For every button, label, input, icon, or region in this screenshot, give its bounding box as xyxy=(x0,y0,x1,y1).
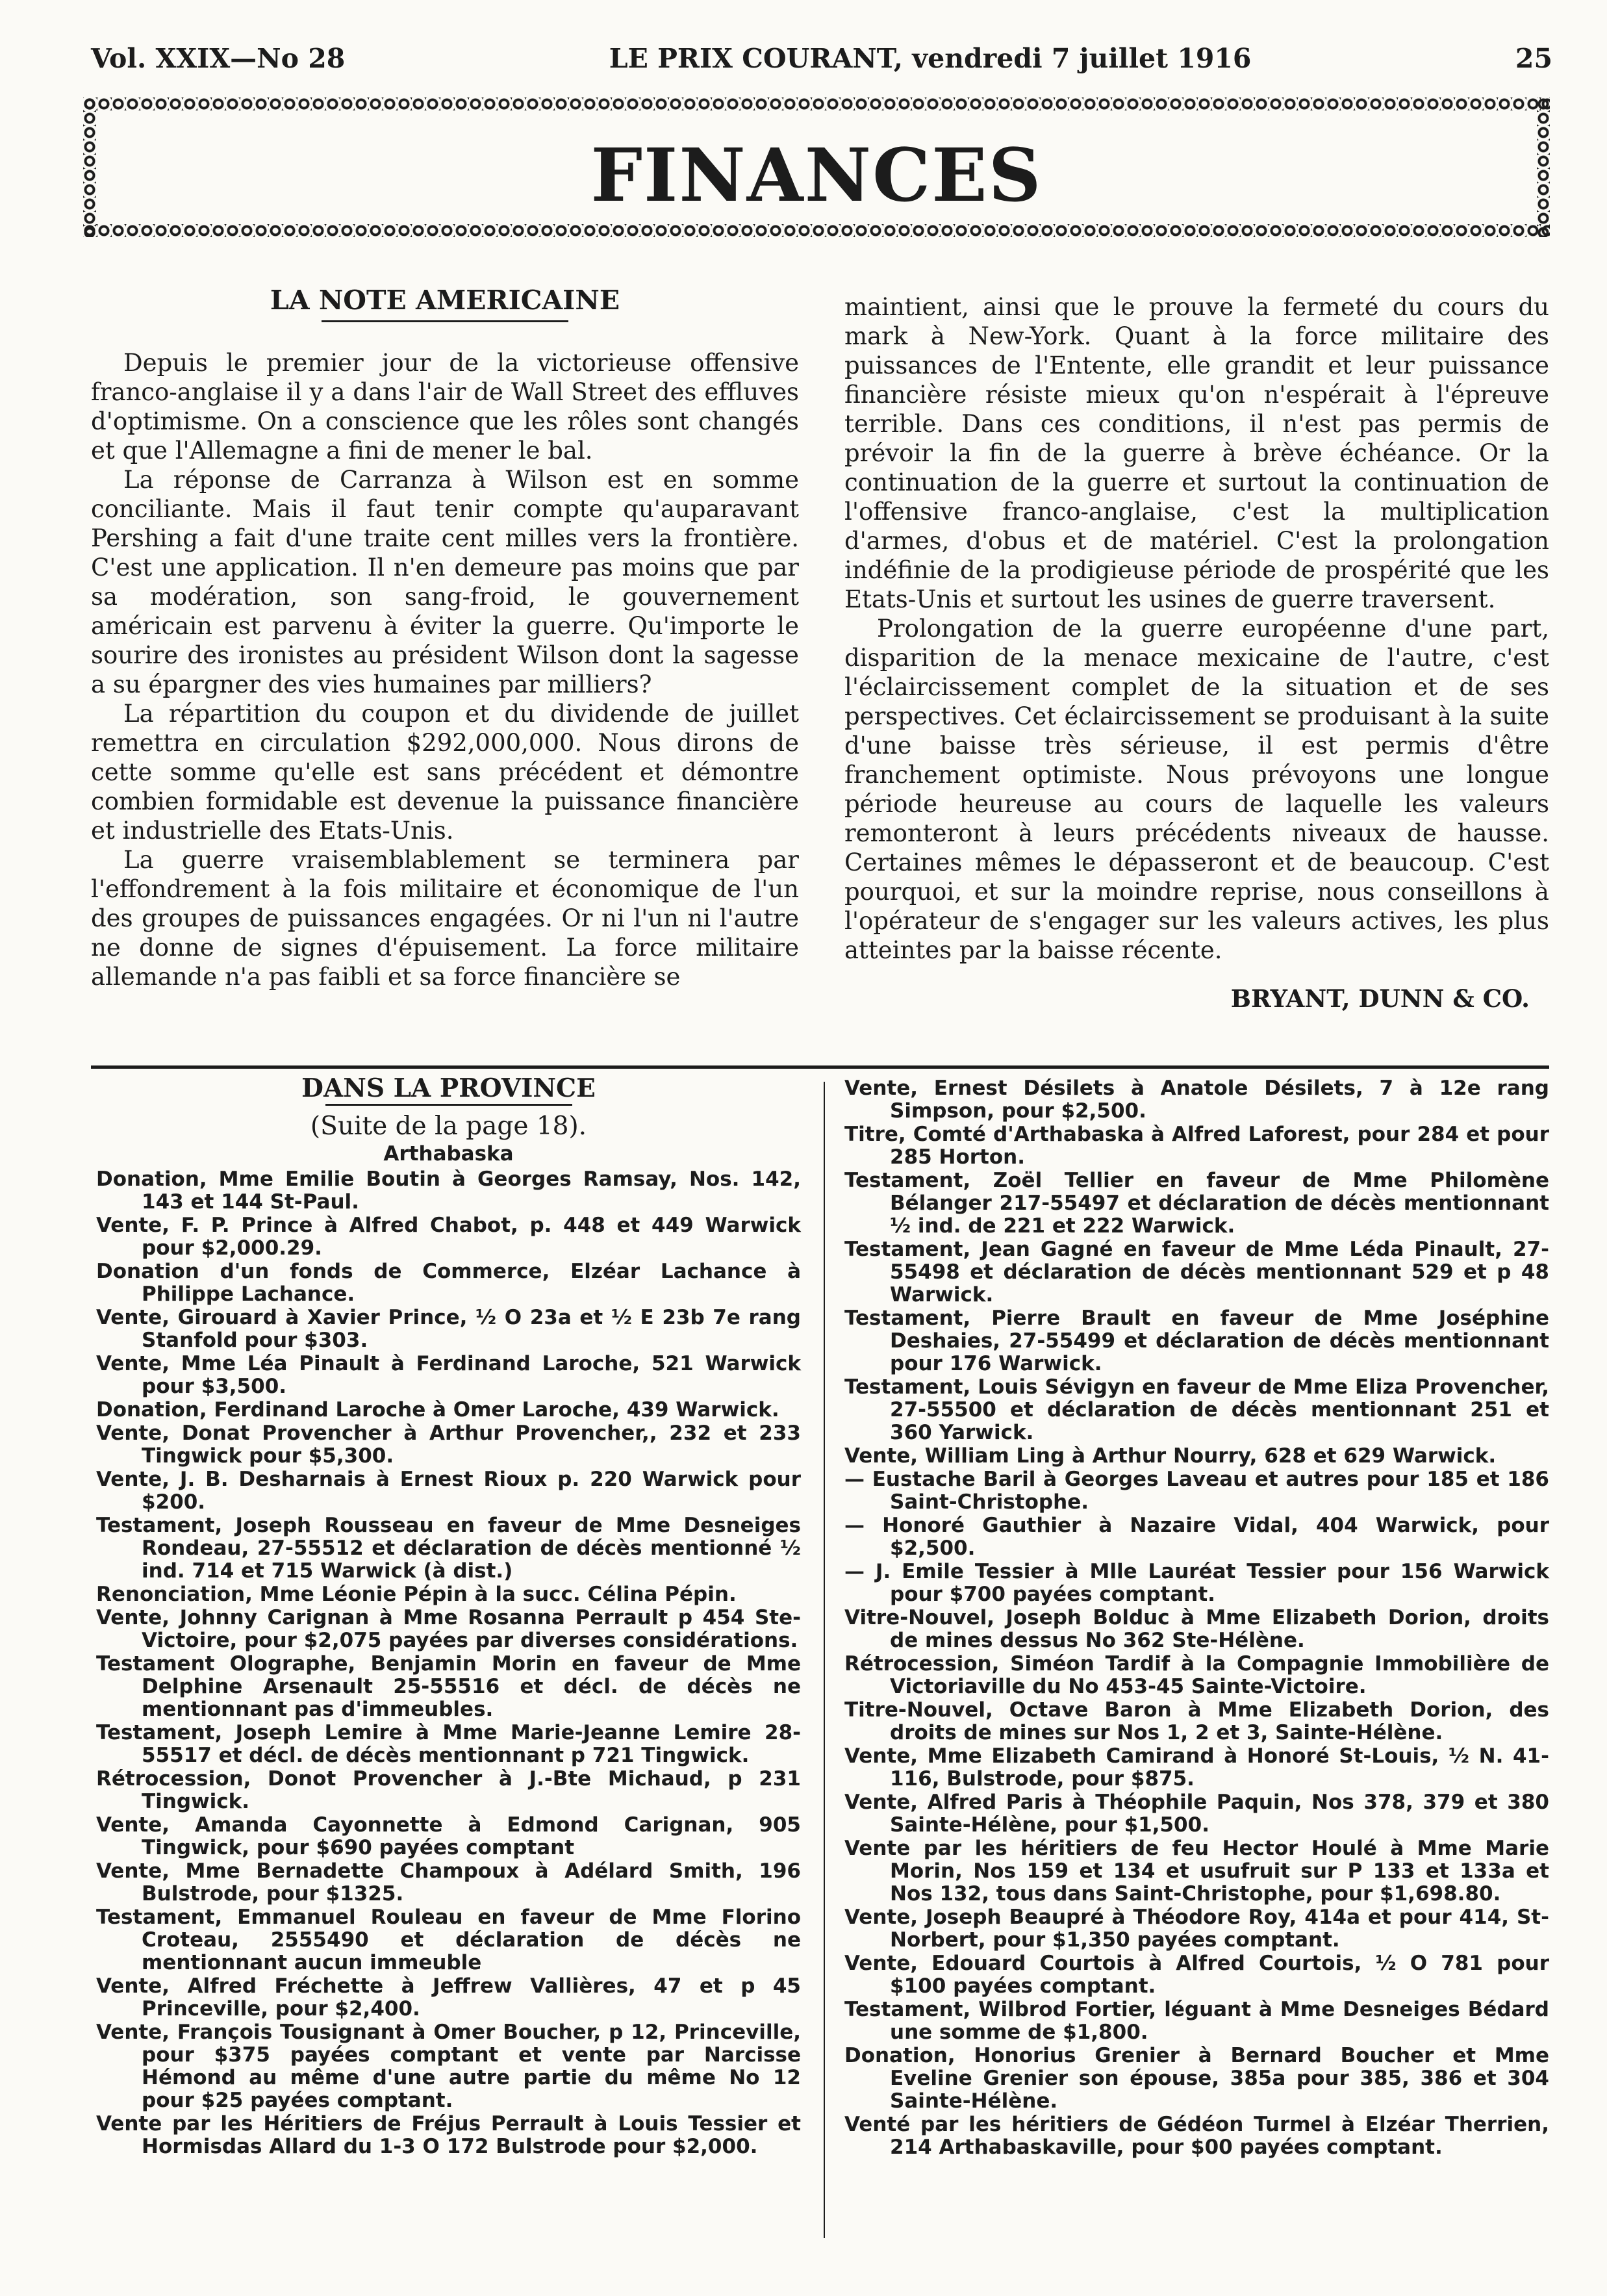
transaction-entry: Titre, Comté d'Arthabaska à Alfred Laforest, pour 284 et pour 285 Horton. xyxy=(844,1123,1549,1169)
article-divider xyxy=(91,1065,1549,1069)
volume-number: Vol. XXIX—No 28 xyxy=(91,43,346,74)
transaction-entry: Vente, Girouard à Xavier Prince, ½ O 23a et ½ E 23b 7e rang Stanfold pour $303. xyxy=(96,1306,801,1352)
article-paragraph: La guerre vraisemblablement se terminera par l'effondrement à la fois militaire et économique de l'un des groupes de puissances engagées. Or ni l'un ni l'autre ne donne de signes d'épuisement. La force militaire allemande n'a pas faibli et sa force financière se xyxy=(91,846,799,991)
transaction-entry: Vente, J. B. Desharnais à Ernest Rioux p. 220 Warwick pour $200. xyxy=(96,1468,801,1514)
article-paragraph: Depuis le premier jour de la victorieuse offensive franco-anglaise il y a dans l'air de Wall Street des effluves d'optimisme. On a conscience que les rôles sont changés et que l'Allemagne a fini de mener le bal. xyxy=(91,349,799,465)
province-subtitle: (Suite de la page 18). xyxy=(310,1112,587,1141)
province-place: Arthabaska xyxy=(383,1142,514,1166)
article-left-column xyxy=(91,286,799,991)
transaction-entry: Renonciation, Mme Léonie Pépin à la succ. Célina Pépin. xyxy=(96,1583,737,1606)
transaction-entry: Testament, Zoël Tellier en faveur de Mme Philomène Bélanger 217-55497 et déclaration de décès mentionnant ½ ind. de 221 et 222 Warwick. xyxy=(844,1169,1549,1238)
transaction-entry: Vente, Mme Elizabeth Camirand à Honoré St-Louis, ½ N. 41-116, Bulstrode, pour $875. xyxy=(844,1744,1549,1791)
transaction-entry: Rétrocession, Donot Provencher à J.-Bte Michaud, p 231 Tingwick. xyxy=(96,1767,801,1813)
transaction-entry: Titre-Nouvel, Octave Baron à Mme Elizabeth Dorion, des droits de mines sur Nos 1, 2 et 3, Sainte-Hélène. xyxy=(844,1698,1549,1744)
province-right-column xyxy=(844,1077,1549,2160)
transaction-entry: Testament, Jean Gagné en faveur de Mme Léda Pinault, 27-55498 et déclaration de décès mentionnant 529 et p 48 Warwick. xyxy=(844,1238,1549,1307)
transaction-entry: Testament, Wilbrod Fortier, léguant à Mme Desneiges Bédard une somme de $1,800. xyxy=(844,1998,1549,2044)
transaction-entry: Testament, Pierre Brault en faveur de Mme Joséphine Deshaies, 27-55499 et déclaration de décès mentionnant pour 176 Warwick. xyxy=(844,1307,1549,1375)
province-title: DANS LA PROVINCE xyxy=(301,1073,596,1103)
article-paragraph: maintient, ainsi que le prouve la fermeté du cours du mark à New-York. Quant à la force militaire des puissances de l'Entente, elle grandit et leur puissance financière résiste mieux qu'on n'espérait à l'épreuve terrible. Dans ces conditions, il n'est pas permis de prévoir la fin de la guerre à brève échéance. Or la continuation de la guerre et surtout la continuation de l'offensive franco-anglaise, c'est la multiplication d'armes, d'obus et de matériel. C'est la prolongation indéfinie de la prodigieuse période de prospérité que les Etats-Unis et surtout les usines de guerre traversent. xyxy=(844,293,1549,613)
transaction-entry: — Honoré Gauthier à Nazaire Vidal, 404 Warwick, pour $2,500. xyxy=(844,1514,1549,1560)
section-title: FINANCES xyxy=(590,133,1043,218)
transaction-entry: Donation, Mme Emilie Boutin à Georges Ramsay, Nos. 142, 143 et 144 St-Paul. xyxy=(96,1167,801,1214)
transaction-entry: Vente, Alfred Paris à Théophile Paquin, Nos 378, 379 et 380 Sainte-Hélène, pour $1,500. xyxy=(844,1791,1549,1837)
transaction-entry: Vente, F. P. Prince à Alfred Chabot, p. 448 et 449 Warwick pour $2,000.29. xyxy=(96,1214,801,1260)
transaction-entry: Testament Olographe, Benjamin Morin en faveur de Mme Delphine Arsenault 25-55516 et décl. de décès ne mentionnant pas d'immeubles. xyxy=(96,1652,801,1721)
transaction-entry: Rétrocession, Siméon Tardif à la Compagnie Immobilière de Victoriaville du No 453-45 Sainte-Victoire. xyxy=(844,1652,1549,1698)
transaction-entry: Vente, Johnny Carignan à Mme Rosanna Perrault p 454 Ste-Victoire, pour $2,075 payées par diverses considérations. xyxy=(96,1606,801,1652)
transaction-entry: Vitre-Nouvel, Joseph Bolduc à Mme Elizabeth Dorion, droits de mines dessus No 362 Ste-Hélène. xyxy=(844,1606,1549,1652)
transaction-entry: Testament, Joseph Lemire à Mme Marie-Jeanne Lemire 28-55517 et décl. de décès mentionnant p 721 Tingwick. xyxy=(96,1721,801,1767)
transaction-entry: Vente, Joseph Beaupré à Théodore Roy, 414a et pour 414, St-Norbert, pour $1,350 payées comptant. xyxy=(844,1906,1549,1952)
transaction-entry: Vente, Mme Bernadette Champoux à Adélard Smith, 196 Bulstrode, pour $1325. xyxy=(96,1859,801,1906)
publication-dateline: LE PRIX COURANT, vendredi 7 juillet 1916 xyxy=(609,43,1252,74)
transaction-entry: Donation, Honorius Grenier à Bernard Boucher et Mme Eveline Grenier son épouse, 385a pour 385, 386 et 304 Sainte-Hélène. xyxy=(844,2044,1549,2113)
column-divider xyxy=(824,1082,825,2238)
transaction-entry: — Eustache Baril à Georges Laveau et autres pour 185 et 186 Saint-Christophe. xyxy=(844,1468,1549,1514)
transaction-entry: Vente par les héritiers de feu Hector Houlé à Mme Marie Morin, Nos 159 et 134 et usufruit sur P 133 et 133a et Nos 132, tous dans Saint-Christophe, pour $1,698.80. xyxy=(844,1837,1549,1906)
transaction-entry: Vente, Donat Provencher à Arthur Provencher,, 232 et 233 Tingwick pour $5,300. xyxy=(96,1422,801,1468)
page-number: 25 xyxy=(1515,43,1552,74)
article-signature: BRYANT, DUNN & CO. xyxy=(1230,984,1530,1013)
article-paragraph: Prolongation de la guerre européenne d'une part, disparition de la menace mexicaine de l'autre, c'est l'éclaircissement complet de la situation et de ses perspectives. Cet éclaircissement se produisant à la suite d'une baisse très sérieuse, il est permis d'être franchement optimiste. Nous prévoyons une longue période heureuse au cours de laquelle les valeurs remonteront à leurs précédents niveaux de hausse. Certaines mêmes le dépasseront et de beaucoup. C'est pourquoi, et sur la moindre reprise, nous conseillons à l'opérateur de s'engager sur les valeurs actives, les plus atteintes par la baisse récente. xyxy=(844,615,1549,964)
transaction-entry: Vente, Edouard Courtois à Alfred Courtois, ½ O 781 pour $100 payées comptant. xyxy=(844,1952,1549,1998)
banner-border-top xyxy=(83,97,1550,110)
banner-border-bottom xyxy=(83,224,1550,237)
province-title-underline xyxy=(325,1104,572,1106)
transaction-entry: Vente, Amanda Cayonnette à Edmond Carignan, 905 Tingwick, pour $690 payées comptant xyxy=(96,1813,801,1859)
title-underline xyxy=(322,320,568,322)
transaction-entry: Vente, Ernest Désilets à Anatole Désilets, 7 à 12e rang Simpson, pour $2,500. xyxy=(844,1077,1549,1123)
transaction-entry: — J. Emile Tessier à Mlle Lauréat Tessier pour 156 Warwick pour $700 payées comptant. xyxy=(844,1560,1549,1606)
transaction-entry: Venté par les héritiers de Gédéon Turmel à Elzéar Therrien, 214 Arthabaskaville, pour $00 payées comptant. xyxy=(844,2113,1549,2159)
transaction-entry: Vente, François Tousignant à Omer Boucher, p 12, Princeville, pour $375 payées comptant et vente par Narcisse Hémond au même d'une autre partie du même No 12 pour $25 payées comptant. xyxy=(96,2021,801,2112)
transaction-entry: Testament, Joseph Rousseau en faveur de Mme Desneiges Rondeau, 27-55512 et déclaration de décès mentionné ½ ind. 714 et 715 Warwick (à dist.) xyxy=(96,1514,801,1583)
transaction-entry: Testament, Louis Sévigyn en faveur de Mme Eliza Provencher, 27-55500 et déclaration de décès mentionnant 251 et 360 Yarwick. xyxy=(844,1375,1549,1444)
running-header xyxy=(91,36,1552,81)
transaction-entry: Vente, William Ling à Arthur Nourry, 628 et 629 Warwick. xyxy=(844,1444,1497,1468)
transaction-entry: Vente par les Héritiers de Fréjus Perrault à Louis Tessier et Hormisdas Allard du 1-3 O 172 Bulstrode pour $2,000. xyxy=(96,2112,801,2158)
province-left-column xyxy=(96,1073,801,2159)
finances-banner xyxy=(83,97,1550,237)
transaction-entry: Vente, Mme Léa Pinault à Ferdinand Laroche, 521 Warwick pour $3,500. xyxy=(96,1352,801,1398)
article-right-column xyxy=(844,292,1549,1014)
article-title: LA NOTE AMERICAINE xyxy=(270,285,620,316)
transaction-entry: Donation, Ferdinand Laroche à Omer Laroche, 439 Warwick. xyxy=(96,1398,779,1422)
transaction-entry: Donation d'un fonds de Commerce, Elzéar Lachance à Philippe Lachance. xyxy=(96,1260,801,1306)
article-paragraph: La réponse de Carranza à Wilson est en somme conciliante. Mais il faut tenir compte qu'auparavant Pershing a fait d'une traite cent milles vers la frontière. C'est une application. Il n'en demeure pas moins que par sa modération, son sang-froid, le gouvernement américain est parvenu à éviter la guerre. Qu'importe le sourire des ironistes au président Wilson dont la sagesse a su épargner des vies humaines par milliers? xyxy=(91,466,799,698)
transaction-entry: Testament, Emmanuel Rouleau en faveur de Mme Florino Croteau, 2555490 et déclaration de décès ne mentionnant aucun immeuble xyxy=(96,1906,801,1974)
article-paragraph: La répartition du coupon et du dividende de juillet remettra en circulation $292,000,000. Nous dirons de cette somme qu'elle est sans précédent et démontre combien formidable est devenue la puissance financière et industrielle des Etats-Unis. xyxy=(91,700,799,845)
transaction-entry: Vente, Alfred Fréchette à Jeffrew Vallières, 47 et p 45 Princeville, pour $2,400. xyxy=(96,1974,801,2021)
